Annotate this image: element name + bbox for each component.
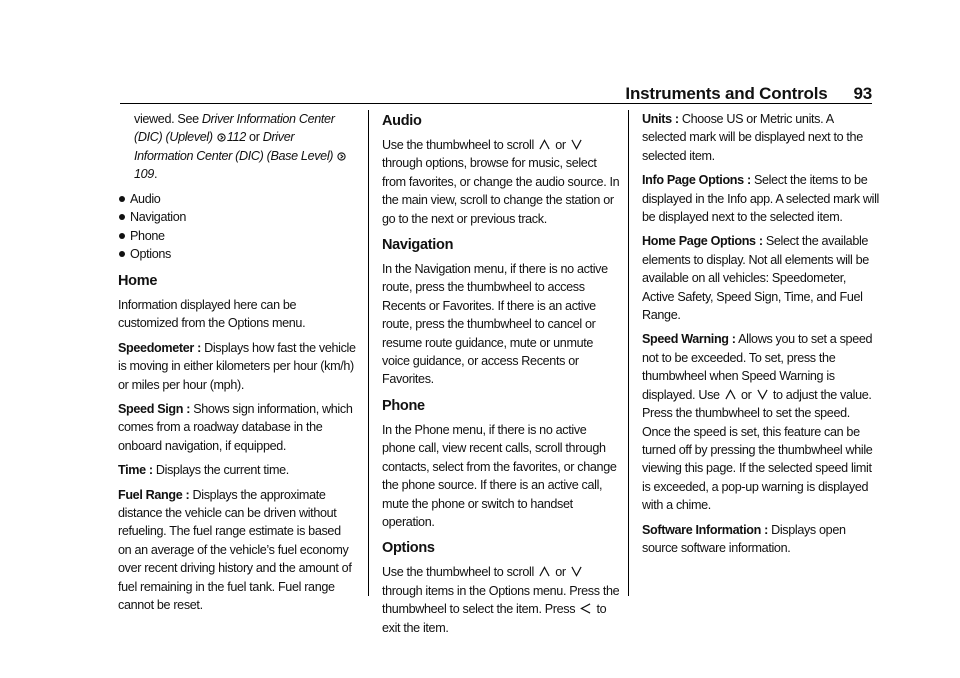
ref-dic-uplevel-link[interactable]: Driver Information Center (DIC) (Uplevel) <box>134 112 335 145</box>
intro-paragraph: viewed. See Driver Information Center (DIC) (Uplevel) 112 or Driver Information Center (DIC) (Base Level) 109. <box>118 110 356 184</box>
item-software-information: Software Information : Displays open source software information. <box>642 522 846 555</box>
scroll-up-icon <box>725 389 736 400</box>
column-2 <box>382 110 620 643</box>
ref-dic-base-link[interactable]: Driver Information Center (DIC) (Base Level) <box>134 130 334 163</box>
bullet-navigation: Navigation <box>118 208 356 227</box>
item-home-page-options: Home Page Options : Select the available elements to display. Not all elements will be available on all vehicles: Speedometer, Active Safety, Speed Sign, Time, and Fuel Range. <box>642 234 869 323</box>
section-title: Instruments and Controls <box>625 84 828 103</box>
bullet-options: Options <box>118 245 356 264</box>
navigation-paragraph: In the Navigation menu, if there is no active route, press the thumbwheel to access Recents or Favorites. If there is an active route, press the thumbwheel to cancel or resume route guidance, mute or unmute voice guidance, or access Recents or Favorites. <box>382 262 608 387</box>
column-3 <box>642 110 880 563</box>
item-info-page-options: Info Page Options : Select the items to be displayed in the Info app. A selected mark will be displayed next to the selected item. <box>642 173 879 225</box>
phone-paragraph: In the Phone menu, if there is no active phone call, view recent calls, scroll through contacts, select from the favorites, or change the phone source. If there is an active call, mute the phone or switch to handset operation. <box>382 422 617 529</box>
item-speed-sign: Speed Sign : Shows sign information, which comes from a roadway database in the onboard navigation, if equipped. <box>118 402 353 453</box>
options-paragraph: Use the thumbwheel to scroll or through items in the Options menu. Press the thumbwheel to select the item. Press to exit the item. <box>382 565 620 635</box>
menu-bullet-list <box>118 190 356 264</box>
page-header <box>625 84 872 104</box>
bullet-phone: Phone <box>118 227 356 246</box>
ref-page-112[interactable]: 112 <box>226 130 246 145</box>
scroll-up-icon <box>539 566 550 577</box>
page-ref-icon <box>337 152 346 161</box>
header-rule <box>120 103 872 104</box>
column-divider-2 <box>628 110 629 596</box>
bullet-audio: Audio <box>118 190 356 209</box>
home-heading: Home <box>118 273 158 289</box>
scroll-down-icon <box>571 566 582 577</box>
navigation-heading: Navigation <box>382 237 454 254</box>
item-speed-warning: Speed Warning : Allows you to set a speed not to be exceeded. To set, press the thumbwheel when Speed Warning is displayed. Use or to adjust the value. Press the thumbwheel to set the speed. Once the speed is set, this feature can be turned off by pressing the thumbwheel while viewing this page. If the selected speed limit is exceeded, a pop-up warning is displayed with a chime. <box>642 332 873 513</box>
column-1 <box>118 110 356 621</box>
item-units: Units : Choose US or Metric units. A selected mark will be displayed next to the selected item. <box>642 112 863 163</box>
ref-page-109[interactable]: 109 <box>134 167 154 182</box>
column-divider-1 <box>368 110 369 596</box>
page-ref-icon <box>217 133 226 142</box>
item-speedometer: Speedometer : Displays how fast the vehicle is moving in either kilometers per hour (km/h) or miles per hour (mph). <box>118 340 356 392</box>
back-arrow-icon <box>580 603 591 614</box>
scroll-down-icon <box>571 139 582 150</box>
audio-paragraph: Use the thumbwheel to scroll or through options, browse for music, select from favorites, or change the audio source. In the main view, scroll to change the station or go to the next or previous track. <box>382 138 620 226</box>
phone-heading: Phone <box>382 397 425 414</box>
options-heading: Options <box>382 540 435 557</box>
scroll-up-icon <box>539 139 550 150</box>
item-time: Time : Displays the current time. <box>118 463 289 478</box>
audio-heading: Audio <box>382 113 422 129</box>
scroll-down-icon <box>757 389 768 400</box>
item-fuel-range: Fuel Range : Displays the approximate distance the vehicle can be driven without refueling. The fuel range estimate is based on an average of the vehicle’s fuel economy over recent driving history and the amount of fuel remaining in the fuel tank. Fuel range cannot be reset. <box>118 487 352 613</box>
page-number: 93 <box>853 84 872 103</box>
home-intro: Information displayed here can be customized from the Options menu. <box>118 298 306 331</box>
